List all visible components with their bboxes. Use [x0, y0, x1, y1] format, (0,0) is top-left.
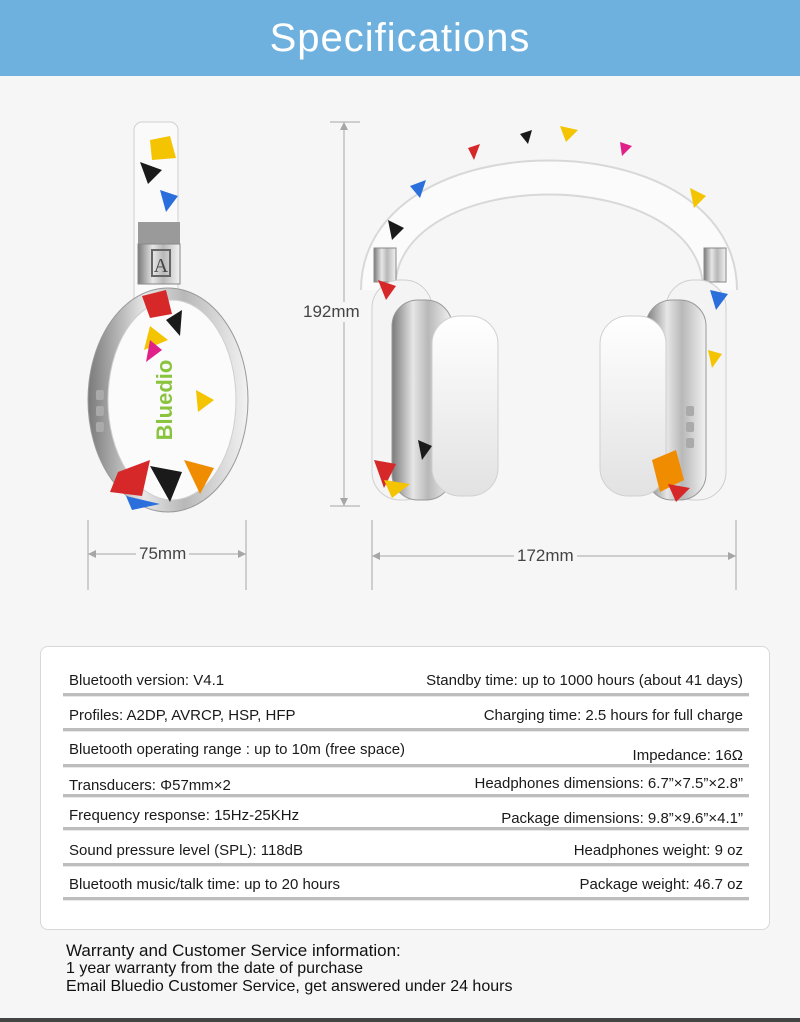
spec-row — [63, 740, 749, 768]
headphones-illustration — [0, 100, 800, 620]
side-width-dimension-label: 75mm — [136, 544, 189, 564]
spec-left: Bluetooth music/talk time: up to 20 hours — [69, 876, 340, 893]
spec-left: Sound pressure level (SPL): 118dB — [69, 842, 304, 859]
spec-right: Standby time: up to 1000 hours (about 41 days) — [426, 672, 743, 689]
page-title: Specifications — [269, 16, 531, 60]
spec-right: Charging time: 2.5 hours for full charge — [483, 707, 743, 724]
spec-right: Package weight: 46.7 oz — [579, 876, 743, 893]
side-view — [88, 122, 248, 512]
height-dimension-label: 192mm — [300, 302, 363, 322]
spec-left: Frequency response: 15Hz-25KHz — [69, 807, 300, 824]
header-banner — [0, 0, 800, 76]
spec-row — [63, 669, 749, 697]
warranty-title: Warranty and Customer Service information: — [66, 941, 401, 960]
service-line: Email Bluedio Customer Service, get answered under 24 hours — [66, 978, 513, 995]
spec-left: Profiles: A2DP, AVRCP, HSP, HFP — [69, 707, 296, 724]
spec-left: Bluetooth version: V4.1 — [69, 672, 225, 689]
warranty-section — [66, 942, 766, 996]
spec-row — [63, 803, 749, 831]
spec-left: Bluetooth operating range : up to 10m (free space) — [69, 741, 406, 758]
spec-right: Package dimensions: 9.8”×9.6”×4.1” — [501, 810, 743, 827]
spec-right: Headphones dimensions: 6.7”×7.5”×2.8” — [474, 775, 743, 792]
row-divider — [63, 764, 749, 768]
row-divider — [63, 827, 749, 831]
specs-panel — [40, 646, 770, 930]
bottom-border — [0, 1018, 800, 1022]
product-figure — [0, 100, 800, 620]
row-divider — [63, 693, 749, 697]
spec-row — [63, 873, 749, 901]
spec-right: Headphones weight: 9 oz — [573, 842, 743, 859]
warranty-line: 1 year warranty from the date of purchase — [66, 960, 364, 977]
row-divider — [63, 863, 749, 867]
brand-logo: Bluedio — [152, 359, 177, 441]
spec-row — [63, 839, 749, 867]
row-divider — [63, 794, 749, 798]
front-width-dimension-label: 172mm — [514, 546, 577, 566]
row-divider — [63, 728, 749, 732]
spec-right: Impedance: 16Ω — [632, 747, 743, 764]
row-divider — [63, 897, 749, 901]
adjuster-badge: A — [153, 255, 169, 277]
front-view — [372, 126, 728, 502]
spec-left: Transducers: Φ57mm×2 — [69, 777, 231, 794]
spec-row — [63, 770, 749, 798]
spec-row — [63, 704, 749, 732]
